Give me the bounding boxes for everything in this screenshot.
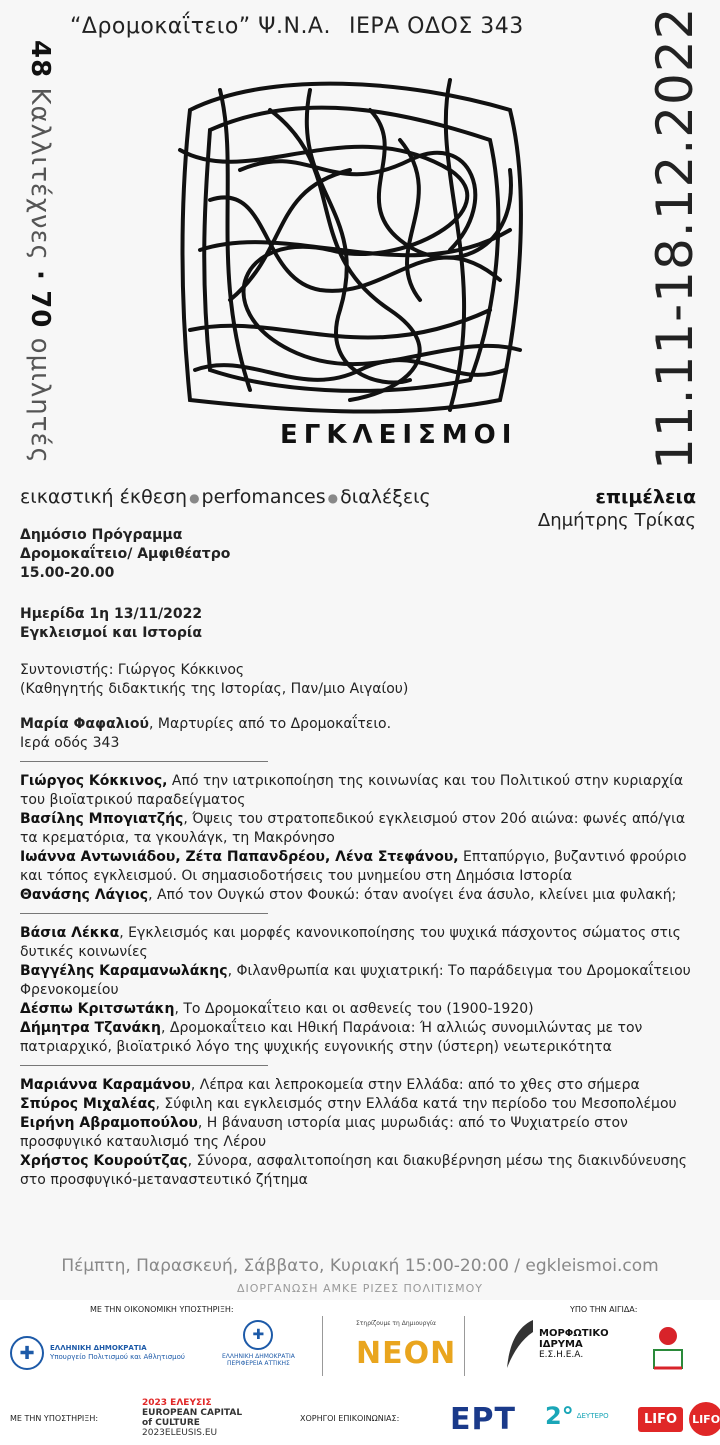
region-line-1: ΕΛΛΗΝΙΚΗ ΔΗΜΟΚΡΑΤΙΑ xyxy=(222,1353,295,1360)
elefsis-2023-logo xyxy=(142,1398,242,1438)
greek-emblem-icon: ✚ xyxy=(10,1336,44,1370)
program-title: Δημόσιο Πρόγραμμα xyxy=(20,527,183,543)
talk-entry xyxy=(20,1114,700,1152)
separator-1 xyxy=(20,761,268,762)
eiea-logo xyxy=(505,1318,609,1370)
elefsis-line-3: of CULTURE xyxy=(142,1418,200,1428)
session-3 xyxy=(20,1076,700,1190)
elefsis-line-4: 2023ELEUSIS.EU xyxy=(142,1428,218,1438)
program-content xyxy=(20,526,700,1190)
speaker-name: Βασίλης Μπογιατζής xyxy=(20,811,184,827)
day-info xyxy=(20,605,700,643)
event-subtitle xyxy=(20,486,431,508)
speaker-name: Χρήστος Κουρούτζας xyxy=(20,1153,188,1169)
speaker-name: Βαγγέλης Καραμανωλάκης xyxy=(20,963,228,979)
day-theme: Εγκλεισμοί και Ιστορία xyxy=(20,625,202,641)
footer-organizer: ΔΙΟΡΓΑΝΩΣΗ ΑΜΚΕ ΡΙΖΕΣ ΠΟΛΙΤΙΣΜΟΥ xyxy=(236,1282,484,1295)
talk-entry xyxy=(20,886,700,905)
lifo-gr-badge: LIFO xyxy=(689,1402,720,1436)
talk-title: , Όψεις του στρατοπεδικού εγκλεισμού στον 20ό αιώνα: φωνές από/για τα κρεματόρια, τα γκουλάγκ, τη Μακρόνησο xyxy=(20,811,686,846)
program-hours: 15.00-20.00 xyxy=(20,565,115,581)
subtitle-exhibition: εικαστική έκθεση xyxy=(20,486,188,508)
talk-title: , Δρομοκαΐτειο και Ηθική Παράνοια: Ή αλλιώς συνομιλώντας με τον πατριαρχικό, βιοϊατρικό λόγο της ψυχικής ευγονικής στην (ύστερη) νεωτερικότητα xyxy=(20,1020,643,1055)
neon-logo xyxy=(356,1336,456,1371)
talk-title: Από την ιατρικοποίηση της κοινωνίας και του Πολιτικού στην κυριαρχία του βιοϊατρικού παραδείγματος xyxy=(20,773,684,808)
elefsis-line-1: 2023 ΕΛΕΥΣΙΣ xyxy=(142,1398,212,1408)
eiea-line-2: ΙΔΡΥΜΑ xyxy=(539,1338,583,1350)
coordinator-role: (Καθηγητής διδακτικής της Ιστορίας, Παν/μιο Αιγαίου) xyxy=(20,681,409,697)
curator-name: Δημήτρης Τρίκας xyxy=(537,510,696,531)
subtitle-performances: perfomances xyxy=(201,486,326,508)
talk-entry xyxy=(20,1000,700,1019)
eiea-quill-icon xyxy=(505,1318,535,1370)
talk-title: , Σύφιλη και εγκλεισμός στην Ελλάδα κατά την περίοδο του Μεσοπολέμου xyxy=(155,1096,677,1112)
attica-region-logo xyxy=(222,1320,295,1367)
program-location: Δρομοκαΐτειο/ Αμφιθέατρο xyxy=(20,546,231,562)
talk-title: , Από τον Ουγκώ στον Φουκώ: όταν ανοίγει ένα άσυλο, κλείνει μια φυλακή; xyxy=(148,887,677,903)
speaker-name: Θανάσης Λάγιος xyxy=(20,887,149,903)
curation-label: επιμέλεια xyxy=(595,486,696,508)
ert-logo xyxy=(450,1402,516,1437)
speaker-name: Μαριάννα Καραμάνου xyxy=(20,1077,191,1093)
subtitle-dot-1: ● xyxy=(189,490,200,505)
talk-entry xyxy=(20,1152,700,1190)
deytero-numeral: 2° xyxy=(545,1402,574,1430)
venue-name: “Δρομοκαΐτειο” Ψ.Ν.Α. xyxy=(70,14,331,39)
opening-subtitle: Ιερά οδός 343 xyxy=(20,735,120,751)
stats-separator: · xyxy=(25,270,55,281)
scribble-logo-artwork xyxy=(150,50,550,430)
header-title xyxy=(70,14,524,39)
divider-2 xyxy=(464,1316,465,1376)
ert-wordmark: ΕΡΤ xyxy=(450,1402,516,1437)
deytero-logo xyxy=(545,1402,609,1430)
talk-entry xyxy=(20,1019,700,1057)
exhibition-dates: 11.11-18.12.2022 xyxy=(646,6,704,470)
eiea-line-3: Ε.Σ.Η.Ε.Α. xyxy=(539,1349,584,1360)
day-date: Ημερίδα 1η 13/11/2022 xyxy=(20,606,203,622)
program-info xyxy=(20,526,700,583)
speaker-name: Ειρήνη Αβραμοπούλου xyxy=(20,1115,198,1131)
subtitle-lectures: διαλέξεις xyxy=(340,486,431,508)
talk-entry xyxy=(20,1095,700,1114)
elefsis-line-2: EUROPEAN CAPITAL xyxy=(142,1408,243,1418)
talk-title: , Εγκλεισμός και μορφές κανονικοποίησης του ψυχικά πάσχοντος σώματος στις δυτικές κοινωνίες xyxy=(20,925,681,960)
neon-tagline: Στηρίζουμε τη Δημιουργία xyxy=(356,1320,436,1327)
curation-block xyxy=(538,486,696,531)
auspices-emblem xyxy=(648,1324,688,1374)
side-left-stats xyxy=(20,40,60,500)
lifo-logo xyxy=(638,1402,720,1436)
speakers-count: 70 xyxy=(25,290,55,329)
separator-3 xyxy=(20,1065,268,1066)
session-2 xyxy=(20,924,700,1057)
speaker-name: Ιωάννα Αντωνιάδου, Ζέτα Παπανδρέου, Λένα Στεφάνου, xyxy=(20,849,459,865)
opening-speaker: Μαρία Φαφαλιού xyxy=(20,716,149,732)
speaker-name: Γιώργος Κόκκινος, xyxy=(20,773,168,789)
talk-entry xyxy=(20,1076,700,1095)
opening-talk xyxy=(20,715,700,753)
talk-title: , Η βάναυση ιστορία μιας μυρωδιάς: από το Ψυχιατρείο στον προσφυγικό καταυλισμό της Λέρου xyxy=(20,1115,628,1150)
deytero-wordmark: ΔΕΥΤΕΡΟ xyxy=(576,1412,609,1420)
talk-entry xyxy=(20,848,700,886)
ministry-culture-logo xyxy=(10,1336,185,1370)
talk-title: , Σύνορα, ασφαλιτοποίηση και διακυβέρνηση μέσω της διακινδύνευσης στο προσφυγικό-μεταναστευτικό ζήτημα xyxy=(20,1153,687,1188)
red-flower-emblem-icon xyxy=(648,1324,688,1374)
subtitle-dot-2: ● xyxy=(327,490,339,505)
artists-label: Καλλιτέχνες xyxy=(25,87,55,261)
coordinator-name: Συντονιστής: Γιώργος Κόκκινος xyxy=(20,662,245,678)
divider-1 xyxy=(322,1316,323,1376)
financial-support-label: ΜΕ ΤΗΝ ΟΙΚΟΝΟΜΙΚΗ ΥΠΟΣΤΗΡΙΞΗ: xyxy=(90,1305,234,1314)
speaker-name: Δήμητρα Τζανάκη xyxy=(20,1020,162,1036)
talk-title: , Το Δρομοκαΐτειο και οι ασθενείς του (1900-1920) xyxy=(174,1001,534,1017)
ministry-line-1: ΕΛΛΗΝΙΚΗ ΔΗΜΟΚΡΑΤΙΑ xyxy=(50,1344,147,1352)
support-label: ΜΕ ΤΗΝ ΥΠΟΣΤΗΡΙΞΗ: xyxy=(10,1414,99,1423)
speakers-label: ομιλητές xyxy=(25,337,55,464)
speaker-name: Σπύρος Μιχαλέας xyxy=(20,1096,156,1112)
talk-title: , Φιλανθρωπία και ψυχιατρική: Το παράδειγμα του Δρομοκαΐτειου Φρενοκομείου xyxy=(20,963,691,998)
coordinator-info xyxy=(20,661,700,699)
separator-2 xyxy=(20,913,268,914)
talk-title: , Λέπρα και λεπροκομεία στην Ελλάδα: από το χθες στο σήμερα xyxy=(190,1077,640,1093)
session-1 xyxy=(20,772,700,905)
opening-title: , Μαρτυρίες από το Δρομοκαΐτειο. xyxy=(149,716,392,732)
talk-entry xyxy=(20,810,700,848)
talk-entry xyxy=(20,962,700,1000)
lifo-wordmark: LIFO xyxy=(638,1407,683,1432)
side-right-dates xyxy=(640,6,710,470)
talk-entry xyxy=(20,772,700,810)
greek-emblem-icon: ✚ xyxy=(243,1320,273,1350)
auspices-label: ΥΠΟ ΤΗΝ ΑΙΓΙΔΑ: xyxy=(570,1305,638,1314)
neon-wordmark: NEON xyxy=(356,1336,457,1371)
region-line-2: ΠΕΡΙΦΕΡΕΙΑ ΑΤΤΙΚΗΣ xyxy=(227,1360,290,1367)
eiea-line-1: ΜΟΡΦΩΤΙΚΟ xyxy=(539,1327,609,1339)
media-sponsors-label: ΧΟΡΗΓΟΙ ΕΠΙΚΟΙΝΩΝΙΑΣ: xyxy=(300,1414,400,1423)
artists-count: 48 xyxy=(25,40,55,79)
venue-address: ΙΕΡΑ ΟΔΟΣ 343 xyxy=(348,14,524,39)
talk-entry xyxy=(20,924,700,962)
exhibition-logo-word: ΕΓΚΛΕΙΣΜΟΙ xyxy=(280,420,518,450)
speaker-name: Δέσπω Κριτσωτάκη xyxy=(20,1001,175,1017)
talk-title: Επταπύργιο, βυζαντινό φρούριο και τόπος εγκλεισμού. Οι σημασιοδοτήσεις του μνημείου στη Δημόσια Ιστορία xyxy=(20,849,687,884)
ministry-line-2: Υπουργείο Πολιτισμού και Αθλητισμού xyxy=(50,1353,185,1361)
speaker-name: Βάσια Λέκκα xyxy=(20,925,120,941)
footer-opening-days: Πέμπτη, Παρασκευή, Σάββατο, Κυριακή 15:00-20:00 / egkleismoi.com xyxy=(61,1256,659,1276)
